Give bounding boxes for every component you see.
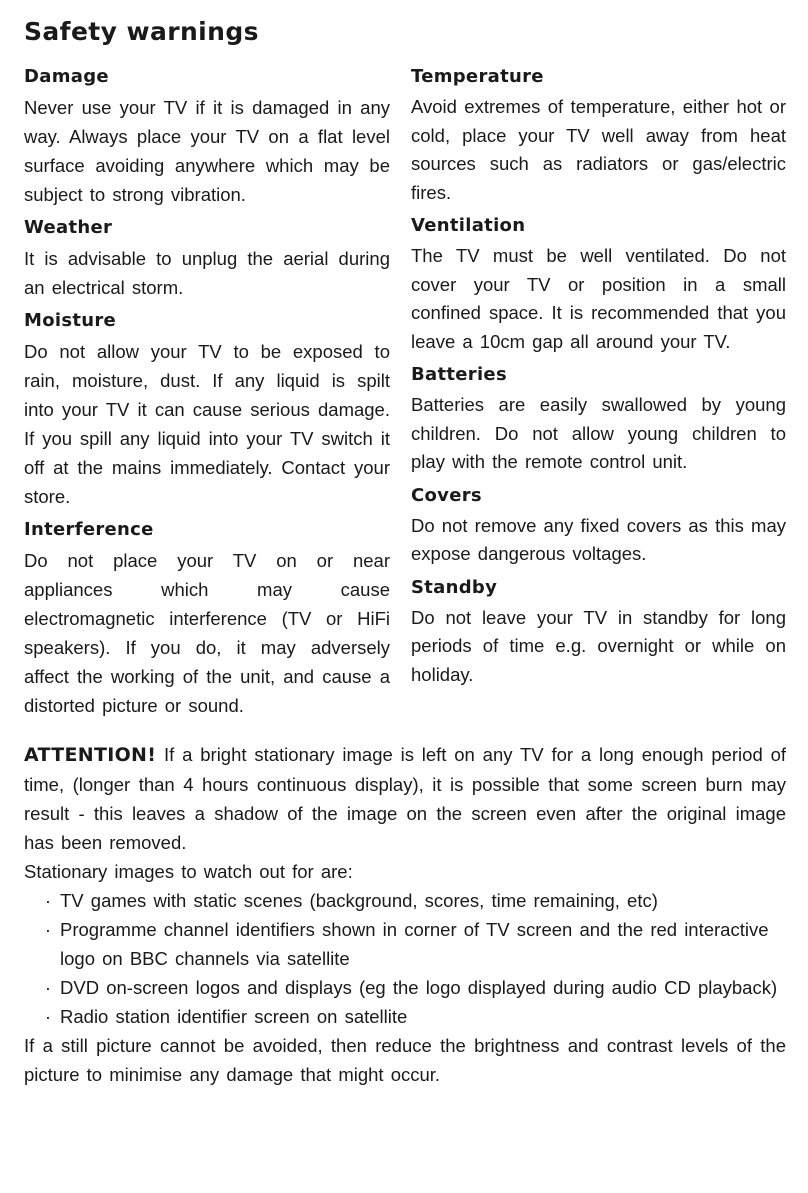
attention-block <box>24 740 786 1089</box>
section-batteries <box>411 362 786 477</box>
attention-intro: Stationary images to watch out for are: <box>24 861 353 882</box>
section-standby <box>411 575 786 690</box>
section-ventilation <box>411 213 786 356</box>
section-heading: Batteries <box>411 364 507 385</box>
section-text: The TV must be well ventilated. Do not cover your TV or position in a small confined space. It is recommended that you leave a 10cm gap all around your TV. <box>411 245 786 352</box>
closing-paragraph: If a still picture cannot be avoided, then reduce the brightness and contrast levels of the picture to minimise any damage that might occur. <box>24 1035 786 1085</box>
stationary-image-list <box>24 886 786 1031</box>
list-item-text: Radio station identifier screen on satellite <box>60 1006 408 1027</box>
section-weather <box>24 215 390 302</box>
bullet-icon: · <box>44 1006 52 1027</box>
section-heading: Temperature <box>411 66 544 87</box>
section-text: Avoid extremes of temperature, either hot or cold, place your TV well away from heat sources such as radiators or gas/electric fires. <box>411 96 786 203</box>
attention-label: ATTENTION! <box>24 744 157 766</box>
section-heading: Covers <box>411 484 482 506</box>
section-temperature <box>411 64 786 207</box>
safety-warnings-page <box>24 14 786 1089</box>
attention-paragraph <box>24 740 786 857</box>
section-interference <box>24 517 390 720</box>
bullet-icon: · <box>44 890 52 911</box>
right-column <box>411 64 786 726</box>
section-text: Do not leave your TV in standby for long periods of time e.g. overnight or while on holiday. <box>411 606 786 685</box>
list-item <box>42 886 786 915</box>
list-item <box>42 915 786 973</box>
list-item <box>42 973 786 1002</box>
section-heading: Standby <box>411 576 498 598</box>
list-item-text: Programme channel identifiers shown in corner of TV screen and the red interactive logo on BBC channels via satellite <box>60 919 769 969</box>
section-heading: Moisture <box>24 310 117 331</box>
left-column <box>24 64 390 726</box>
section-heading: Weather <box>24 217 113 238</box>
section-text: Do not place your TV on or near appliances which may cause electromagnetic interference (TV or HiFi speakers). If you do, it may adversely affect the working of the unit, and cause a distorted picture or sound. <box>24 550 390 716</box>
section-moisture <box>24 308 390 511</box>
section-text: It is advisable to unplug the aerial during an electrical storm. <box>24 248 390 298</box>
page-title: Safety warnings <box>24 17 259 46</box>
section-text: Never use your TV if it is damaged in any way. Always place your TV on a flat level surface avoiding anywhere which may be subject to strong vibration. <box>24 97 390 205</box>
section-heading: Damage <box>24 66 109 87</box>
section-damage <box>24 64 390 209</box>
warning-columns <box>24 64 786 726</box>
bullet-icon: · <box>44 977 52 998</box>
section-text: Do not allow your TV to be exposed to rain, moisture, dust. If any liquid is spilt into your TV it can cause serious damage. If you spill any liquid into your TV switch it off at the mains immediately. Contact your store. <box>24 341 390 507</box>
section-heading: Ventilation <box>411 215 526 236</box>
section-text: Do not remove any fixed covers as this may expose dangerous voltages. <box>411 514 786 564</box>
list-item-text: DVD on-screen logos and displays (eg the logo displayed during audio CD playback) <box>60 977 778 998</box>
section-heading: Interference <box>24 519 154 540</box>
list-item <box>42 1002 786 1031</box>
section-covers <box>411 483 786 569</box>
section-text: Batteries are easily swallowed by young children. Do not allow young children to play with the remote control unit. <box>411 394 786 472</box>
attention-text: If a bright stationary image is left on any TV for a long enough period of time, (longer than 4 hours continuous display), it is possible that some screen burn may result - this leaves a shadow of the image on the screen even after the original image has been removed. <box>24 744 786 853</box>
bullet-icon: · <box>44 919 52 940</box>
list-item-text: TV games with static scenes (background, scores, time remaining, etc) <box>60 890 658 911</box>
